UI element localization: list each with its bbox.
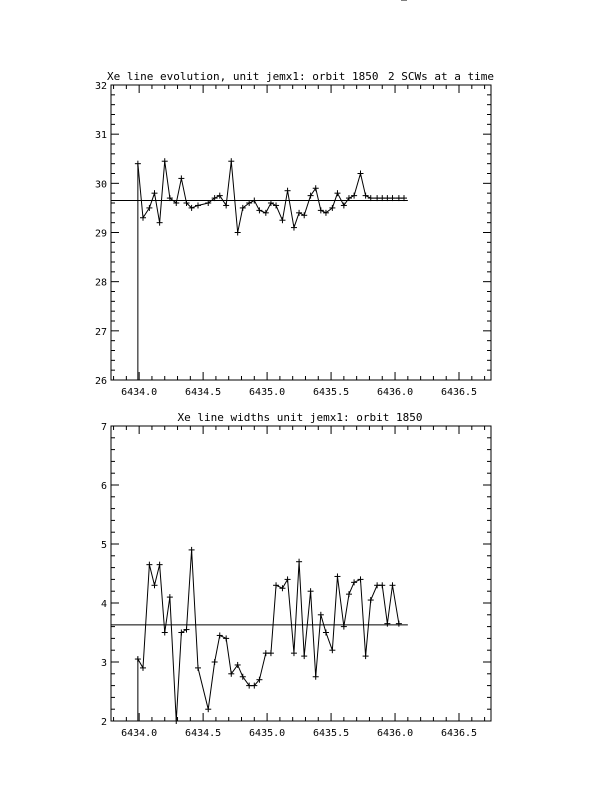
data-point	[363, 193, 369, 199]
data-point	[157, 562, 163, 568]
data-point	[318, 612, 324, 618]
x-tick-label: 6436.5	[440, 387, 478, 398]
data-point	[152, 190, 158, 196]
data-point	[308, 588, 314, 594]
chart-evolution	[95, 70, 494, 398]
y-tick-label: 31	[94, 130, 107, 142]
chart-title: Xe line evolution, unit jemx1: orbit 1850	[107, 70, 379, 83]
data-point	[374, 582, 380, 588]
data-point	[146, 562, 152, 568]
data-point	[301, 653, 307, 659]
data-point	[135, 656, 141, 662]
data-point	[357, 171, 363, 177]
data-point	[279, 217, 285, 223]
data-point	[223, 202, 229, 208]
data-point	[273, 582, 279, 588]
axis-ticks	[101, 422, 491, 739]
data-point	[189, 547, 195, 553]
x-tick-label: 6435.5	[313, 728, 350, 739]
y-tick-label: 3	[100, 658, 107, 669]
data-point	[256, 207, 262, 213]
data-point	[313, 674, 319, 680]
data-point	[195, 665, 201, 671]
data-point	[389, 582, 395, 588]
data-point	[346, 591, 352, 597]
data-point	[183, 627, 189, 633]
data-point	[140, 215, 146, 221]
data-point	[384, 621, 390, 627]
y-tick-label: 6	[100, 481, 107, 492]
data-point	[146, 205, 152, 211]
x-tick-label: 6434.0	[121, 728, 158, 739]
y-tick-label: 28	[94, 277, 107, 289]
data-point	[357, 576, 363, 582]
data-point	[268, 650, 274, 656]
y-tick-label: 30	[94, 179, 107, 191]
x-tick-label: 6435.0	[249, 387, 286, 398]
data-point	[291, 225, 297, 231]
data-point	[162, 158, 168, 164]
data-point	[152, 582, 158, 588]
data-point	[285, 576, 291, 582]
data-point	[313, 185, 319, 191]
y-tick-label: 32	[94, 81, 107, 92]
x-tick-label: 6435.0	[249, 728, 286, 739]
data-point	[296, 210, 302, 216]
y-tick-label: 26	[94, 376, 107, 387]
data-point	[323, 630, 329, 636]
y-tick-label: 5	[100, 540, 107, 551]
plot-area	[111, 0, 408, 724]
data-point	[379, 582, 385, 588]
data-point	[291, 650, 297, 656]
data-point	[235, 230, 241, 236]
data-point	[341, 202, 347, 208]
data-point	[162, 630, 168, 636]
data-point	[285, 188, 291, 194]
data-point	[363, 653, 369, 659]
data-point	[334, 573, 340, 579]
plot-frame	[111, 426, 491, 721]
x-tick-label: 6434.0	[121, 387, 158, 398]
data-point	[205, 706, 211, 712]
plot-frame	[111, 85, 491, 380]
data-point	[301, 212, 307, 218]
data-point	[334, 190, 340, 196]
data-point	[273, 202, 279, 208]
y-tick-label: 7	[100, 422, 107, 433]
x-tick-label: 6435.5	[313, 387, 350, 398]
data-point	[296, 559, 302, 565]
x-tick-label: 6436.0	[376, 728, 414, 739]
axis-ticks	[95, 81, 491, 398]
y-tick-label: 4	[100, 599, 107, 610]
y-tick-label: 2	[100, 717, 107, 728]
chart-title: Xe line widths unit jemx1: orbit 1850	[177, 411, 423, 424]
data-point	[318, 207, 324, 213]
data-point	[329, 647, 335, 653]
chart-subtitle: 2 SCWs at a time	[388, 70, 494, 83]
data-point	[178, 630, 184, 636]
data-point	[223, 635, 229, 641]
data-point	[217, 193, 223, 199]
series-line	[138, 161, 404, 232]
data-point	[263, 210, 269, 216]
plot-area	[111, 158, 408, 380]
data-point	[368, 597, 374, 603]
data-point	[351, 193, 357, 199]
data-point	[279, 585, 285, 591]
data-point	[195, 202, 201, 208]
x-tick-label: 6434.5	[185, 728, 222, 739]
y-tick-label: 29	[94, 228, 107, 240]
data-point	[178, 175, 184, 181]
x-tick-label: 6436.5	[440, 728, 478, 739]
data-point	[351, 579, 357, 585]
data-point	[396, 621, 402, 627]
series-line	[138, 550, 399, 721]
data-point	[308, 193, 314, 199]
data-point	[263, 650, 269, 656]
data-point	[173, 718, 179, 724]
data-point	[157, 220, 163, 226]
data-point	[140, 665, 146, 671]
data-point	[251, 198, 257, 204]
chart-widths	[101, 0, 491, 739]
data-point	[217, 632, 223, 638]
data-point	[212, 659, 218, 665]
y-tick-label: 27	[94, 326, 107, 338]
data-point	[135, 161, 141, 167]
data-point	[228, 158, 234, 164]
x-tick-label: 6434.5	[185, 387, 222, 398]
x-tick-label: 6436.0	[376, 387, 414, 398]
data-point	[167, 594, 173, 600]
